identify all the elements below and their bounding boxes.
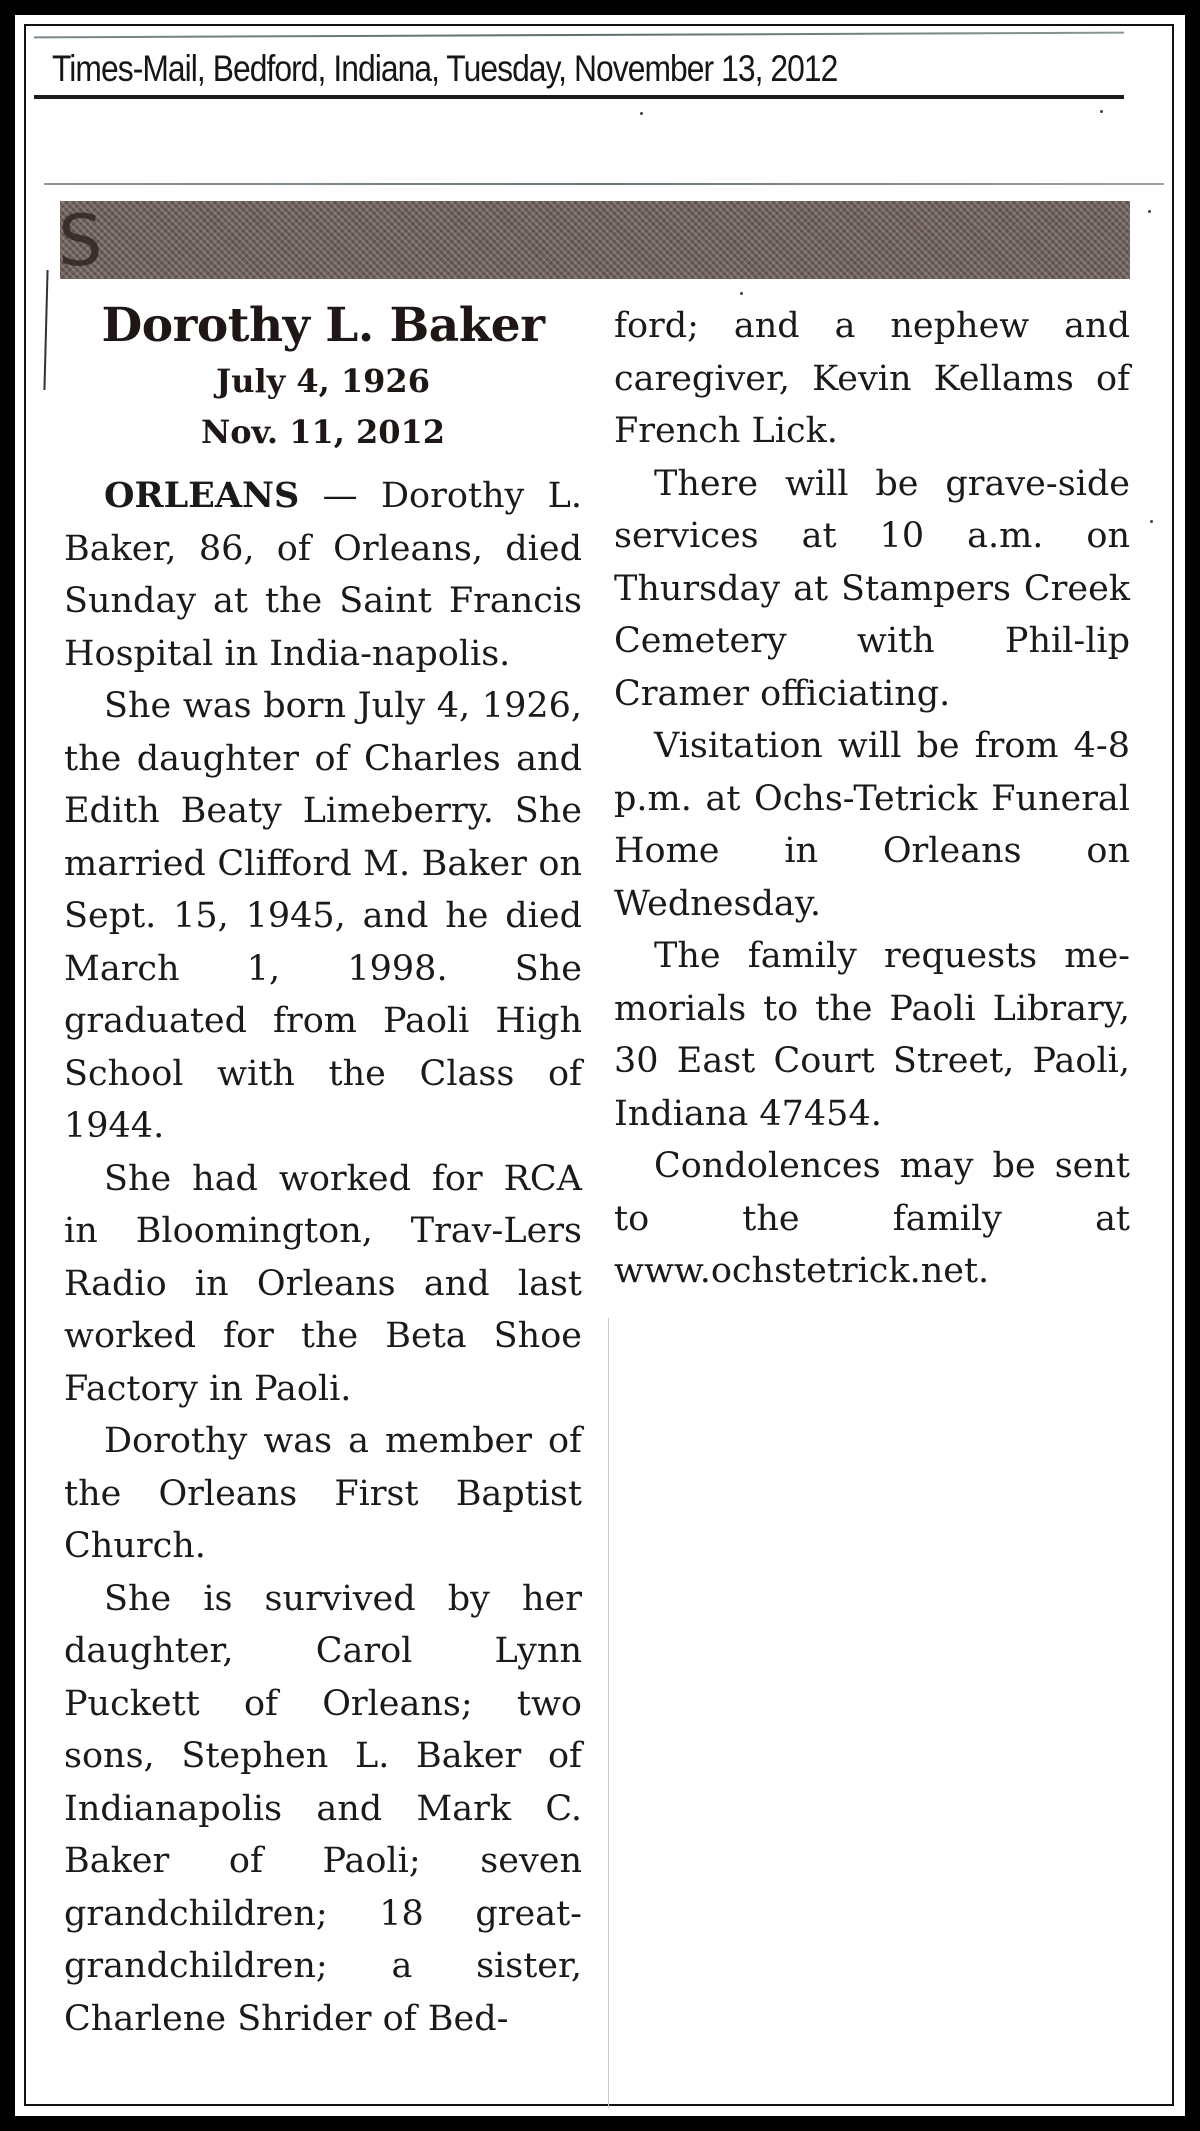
obituary-name: Dorothy L. Baker	[101, 298, 545, 353]
paragraph-services: There will be grave-side services at 10 a.m. on Thursday at Stampers Creek Cemetery with Phil-lip Cramer officiating.	[614, 463, 1130, 714]
birth-date: July 4, 1926	[216, 362, 430, 400]
obituary-column-right	[614, 300, 1130, 1298]
paragraph-memorials: The family requests me-morials to the Paoli Library, 30 East Court Street, Paoli, Indiana 47454.	[614, 936, 1130, 1134]
newspaper-masthead: Times-Mail, Bedford, Indiana, Tuesday, November 13, 2012	[52, 48, 838, 89]
obituary-header	[64, 296, 582, 458]
scan-speck	[1148, 210, 1151, 213]
paragraph-survivors: She is survived by her daughter, Carol Lynn Puckett of Orleans; two sons, Stephen L. Baker of Indianapolis and Mark C. Baker of Paoli; seven grandchildren; 18 great-grandchildren; a sister, Charlene Shrider of Bed-	[64, 1578, 582, 2039]
clipping-top-edge	[44, 183, 1164, 185]
dateline: ORLEANS	[104, 475, 300, 516]
section-header-band	[58, 200, 1130, 282]
obituary-column-left	[64, 470, 582, 2045]
paragraph-condolences: Condolences may be sent to the family at www.ochstetrick.net.	[614, 1146, 1130, 1291]
paragraph-visitation: Visitation will be from 4-8 p.m. at Ochs-Tetrick Funeral Home in Orleans on Wednesday.	[614, 726, 1130, 924]
paragraph-birth-marriage: She was born July 4, 1926, the daughter of Charles and Edith Beaty Limeberry. She married Clifford M. Baker on Sept. 15, 1945, and he died March 1, 1998. She graduated from Paoli High School with the Class of 1944.	[64, 686, 582, 1146]
scan-speck	[1100, 110, 1103, 113]
scan-speck	[1150, 520, 1153, 523]
dateline-dash: —	[299, 476, 381, 516]
paragraph-church: Dorothy was a member of the Orleans First Baptist Church.	[64, 1421, 582, 1566]
scan-speck	[640, 112, 643, 115]
death-date: Nov. 11, 2012	[200, 413, 446, 451]
paragraph-survivors-continued: ford; and a nephew and caregiver, Kevin Kellams of French Lick.	[614, 306, 1130, 451]
scan-speck	[740, 292, 743, 295]
section-glyph-icon: S	[58, 200, 103, 282]
clipping-cut-edge	[608, 1318, 609, 2108]
paragraph-employment: She had worked for RCA in Bloomington, Trav-Lers Radio in Orleans and last worked for the Beta Shoe Factory in Paoli.	[64, 1158, 582, 1409]
paragraph-text: Dorothy L. Baker, 86, of Orleans, died Sunday at the Saint Francis Hospital in India-napolis.	[64, 476, 582, 674]
masthead-underline	[34, 95, 1124, 99]
paragraph-lead	[64, 470, 582, 680]
